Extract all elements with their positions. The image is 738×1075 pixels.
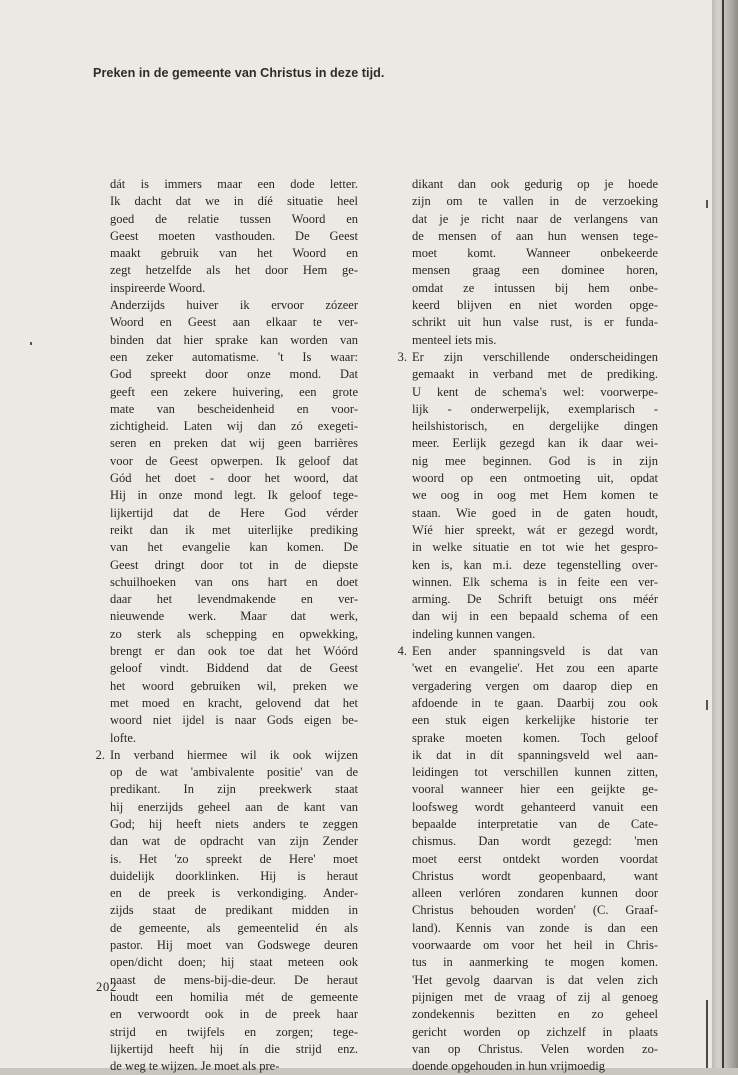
text-line: brengt er dan ook toe dat het Wóórd bbox=[110, 644, 358, 659]
text-line: tus in aanmerking te mogen komen. bbox=[412, 955, 658, 970]
text-line: In verband hiermee wil ik ook wijzen bbox=[110, 747, 358, 762]
running-head: Preken in de gemeente van Christus in deze tijd. bbox=[93, 66, 385, 80]
text-line: dan wat de opdracht van zijn Zender bbox=[110, 834, 358, 849]
list-item-4 bbox=[397, 643, 658, 1075]
text-line: zegt hetzelfde als het door Hem ge- bbox=[110, 263, 358, 278]
text-line: winnen. Elk schema is in feite een ver- bbox=[412, 574, 658, 589]
text-line: geeft een zekere huivering, een grote bbox=[110, 384, 358, 399]
text-line: moet komt. Wanneer onbekeerde bbox=[412, 246, 658, 261]
text-line: houdt een homilia mét de gemeente bbox=[110, 989, 358, 1004]
text-line: leidingen tot verschillen kunnen zitten, bbox=[412, 765, 658, 780]
text-line: zichtigheid. Laten wij dan zó exegeti- bbox=[110, 419, 358, 434]
text-line: menteel iets mis. bbox=[412, 332, 497, 347]
text-line: lijkertijd dat de Here God vérder bbox=[110, 505, 358, 520]
text-line: doende opgehouden in hun vrijmoedig bbox=[412, 1059, 606, 1074]
page-edge-line bbox=[722, 0, 724, 1068]
text-line: woord niet ijdel is naar Gods eigen be- bbox=[110, 713, 358, 728]
text-line: zondekennis bezitten en zo geheel bbox=[412, 1007, 658, 1022]
text-line: zo sterk als schepping en opwekking, bbox=[110, 626, 358, 641]
text-line: is. Het 'zo spreekt de Here' moet bbox=[110, 851, 358, 866]
text-line: 'wet en evangelie'. Het zou een aparte bbox=[412, 661, 658, 676]
text-line: God; hij heeft niets anders te zeggen bbox=[110, 816, 358, 831]
text-line: nig mee beginnen. God is in zijn bbox=[412, 453, 658, 468]
text-line: Geest moeten vasthouden. De Geest bbox=[110, 228, 358, 243]
text-line: loofsweg wordt gehanteerd vanuit een bbox=[412, 799, 658, 814]
text-line: daar het levendmakende en ver- bbox=[110, 592, 358, 607]
text-line: bepaalde interpretatie van de Cate- bbox=[412, 816, 658, 831]
text-line: indeling kunnen vangen. bbox=[412, 626, 536, 641]
text-line: moet eerst ontdekt worden voordat bbox=[412, 851, 658, 866]
text-line: de weg te wijzen. Je moet als pre- bbox=[110, 1059, 280, 1074]
text-line: chismus. Dan wordt gezegd: 'men bbox=[412, 834, 658, 849]
page-edge-line bbox=[706, 1000, 708, 1068]
text-line: keerd blijven en niet worden opge- bbox=[412, 298, 658, 313]
text-line: vergadering vergen om daarop diep en bbox=[412, 678, 658, 693]
text-line: zijn om te vallen in de verzoeking bbox=[412, 194, 658, 209]
text-line: reikt dan ik met uiterlijke prediking bbox=[110, 522, 358, 537]
text-line: ken is, kan m.i. deze tegenstelling over- bbox=[412, 557, 658, 572]
text-line: hij enerzijds geheel aan de kant van bbox=[110, 799, 358, 814]
text-line: gemaakt in verband met de prediking. bbox=[412, 367, 658, 382]
text-line: lofte. bbox=[110, 730, 137, 745]
left-intro-paragraph bbox=[110, 176, 358, 747]
text-line: dikant dan ook gedurig op je hoede bbox=[412, 177, 658, 191]
text-line: vooral wanneer hier een geijkte ge- bbox=[412, 782, 658, 797]
text-line: nieuwende werk. Maar dat werk, bbox=[110, 609, 358, 624]
page-edge bbox=[712, 0, 738, 1068]
text-line: seren en preken dat wij geen barrières bbox=[110, 436, 358, 451]
text-line: Er zijn verschillende onderscheidingen bbox=[412, 349, 658, 364]
text-line: van het evangelie kan komen. De bbox=[110, 540, 358, 555]
text-line: open/dicht doen; hij staat meteen ook bbox=[110, 955, 358, 970]
text-line: Wíé hier spreekt, wát er gezegd wordt, bbox=[412, 522, 658, 537]
text-line: lijk - onderwerpelijk, exemplarisch - bbox=[412, 401, 658, 416]
text-line: Hij in onze mond legt. Ik geloof tege- bbox=[110, 488, 358, 503]
text-line: inspireerde Woord. bbox=[110, 280, 206, 295]
scan-mark bbox=[706, 200, 708, 208]
text-line: ik dat in dít spanningsveld wel aan- bbox=[412, 747, 658, 762]
text-line: maakt gebruik van het Woord en bbox=[110, 246, 358, 261]
right-intro-paragraph bbox=[412, 176, 658, 349]
text-line: dát is immers maar een dode letter. bbox=[110, 177, 358, 191]
text-line: goed de relatie tussen Woord en bbox=[110, 211, 358, 226]
text-line: een zeker automatisme. 't Is waar: bbox=[110, 349, 358, 364]
text-line: en de preek is verkondiging. Ander- bbox=[110, 886, 358, 901]
text-line: meer. Eerlijk gezegd kan ik daar wei- bbox=[412, 436, 658, 451]
text-line: de gemeente, als gemeentelid én als bbox=[110, 920, 358, 935]
text-line: gericht worden op zichzelf in plaats bbox=[412, 1024, 658, 1039]
text-line: U kent de schema's wel: voorwerpe- bbox=[412, 384, 658, 399]
text-line: alleen verlóren zondaren kunnen door bbox=[412, 886, 658, 901]
text-line: dat je je richt naar de verlangens van bbox=[412, 211, 658, 226]
text-line: mensen graag een dominee horen, bbox=[412, 263, 658, 278]
text-line: op de wat 'ambivalente positie' van de bbox=[110, 765, 358, 780]
list-number-2: 2. bbox=[95, 747, 105, 762]
text-line: en verwoordt ook in de preek haar bbox=[110, 1007, 358, 1022]
list-item-3-text bbox=[412, 349, 658, 643]
text-line: pijnigen met de vraag of zij al genoeg bbox=[412, 989, 658, 1004]
text-line: afdoende in te gaan. Daarbij zou ook bbox=[412, 695, 658, 710]
scan-mark bbox=[706, 700, 708, 710]
text-line: een stuk eigen kerkelijke historie ter bbox=[412, 713, 658, 728]
text-line: Gód het doet - door het woord, dat bbox=[110, 471, 358, 486]
text-line: voor de Geest opwerpen. Ik geloof dat bbox=[110, 453, 358, 468]
text-line: binden dat hier sprake kan worden van bbox=[110, 332, 358, 347]
text-line: 'Het gevolg daarvan is dat velen zich bbox=[412, 972, 658, 987]
text-line: zijds staat de predikant midden in bbox=[110, 903, 358, 918]
list-item-3 bbox=[397, 349, 658, 643]
text-line: Christus behouden worden' (C. Graaf- bbox=[412, 903, 658, 918]
list-number-4: 4. bbox=[397, 644, 407, 659]
text-line: in welke situatie en tot wie het gespro- bbox=[412, 540, 658, 555]
text-line: pastor. Hij moet van Godswege deuren bbox=[110, 938, 358, 953]
text-line: voorwaarde om voor het heil in Chris- bbox=[412, 938, 658, 953]
text-line: woord op een ontmoeting uit, opdat bbox=[412, 471, 658, 486]
page-number: 202 bbox=[96, 980, 118, 994]
text-line: het woord gebruiken wil, preken we bbox=[110, 678, 358, 693]
text-line: van op Christus. Velen worden zo- bbox=[412, 1041, 658, 1056]
text-line: heilshistorisch, en dergelijke dingen bbox=[412, 419, 658, 434]
text-line: Anderzijds huiver ik ervoor zózeer bbox=[110, 298, 358, 313]
text-line: we oog in oog met Hem komen te bbox=[412, 488, 658, 503]
right-column bbox=[397, 176, 658, 1075]
text-line: Woord en Geest aan elkaar te ver- bbox=[110, 315, 358, 330]
text-line: de mensen of aan hun wensen tege- bbox=[412, 228, 658, 243]
text-line: met moed en kracht, gelovend dat het bbox=[110, 695, 358, 710]
text-line: naast de mens-bij-die-deur. De heraut bbox=[110, 972, 358, 987]
list-item-4-text bbox=[412, 643, 658, 1075]
text-line: land). Kennis van zonde is dan een bbox=[412, 920, 658, 935]
text-line: arming. De Schrift betuigt ons méér bbox=[412, 592, 658, 607]
text-line: dan wij in een bepaald schema of een bbox=[412, 609, 658, 624]
scan-mark bbox=[30, 342, 32, 345]
text-line: schuilhoeken van ons hart en doet bbox=[110, 574, 358, 589]
list-item-2-text bbox=[110, 747, 358, 1075]
text-line: Christus wordt geopenbaard, want bbox=[412, 868, 658, 883]
text-line: mate van bescheidenheid en voor- bbox=[110, 401, 358, 416]
text-line: predikant. In zijn preekwerk staat bbox=[110, 782, 358, 797]
text-line: schrikt uit hun valse rust, is er funda- bbox=[412, 315, 658, 330]
text-line: staan. Wie goed in de gaten houdt, bbox=[412, 505, 658, 520]
text-line: Geest dringt door tot in de diepste bbox=[110, 557, 358, 572]
text-line: God spreekt door onze mond. Dat bbox=[110, 367, 358, 382]
text-line: duidelijk doorklinken. Hij is heraut bbox=[110, 868, 358, 883]
text-line: sprake moeten komen. Toch geloof bbox=[412, 730, 658, 745]
text-line: lijkertijd heeft hij ín die strijd enz. bbox=[110, 1041, 358, 1056]
text-line: Een ander spanningsveld is dat van bbox=[412, 644, 658, 659]
text-line: omdat ze intussen bij hem onbe- bbox=[412, 280, 658, 295]
list-number-3: 3. bbox=[397, 349, 407, 364]
text-line: Ik dacht dat we in díé situatie heel bbox=[110, 194, 358, 209]
text-line: strijd en twijfels en zorgen; tege- bbox=[110, 1024, 358, 1039]
text-line: geloof vindt. Biddend dat de Geest bbox=[110, 661, 358, 676]
